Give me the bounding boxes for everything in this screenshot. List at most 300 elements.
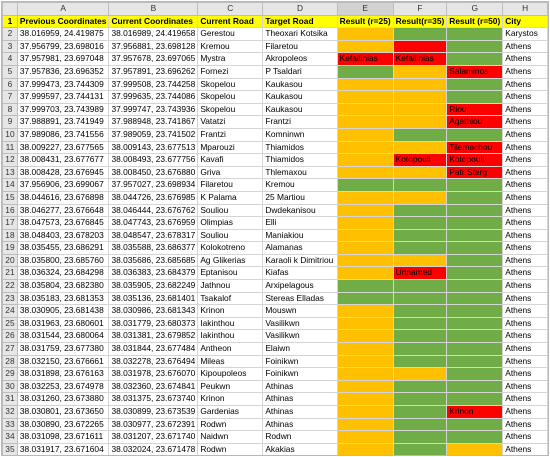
cell-current-coordinates[interactable]: 38.035905, 23.682249 bbox=[109, 280, 198, 293]
row-number[interactable]: 9 bbox=[3, 116, 18, 129]
cell-previous-coordinates[interactable]: 38.032150, 23.676661 bbox=[17, 355, 109, 368]
cell-previous-coordinates[interactable]: 38.035804, 23.682380 bbox=[17, 280, 109, 293]
cell-result-r25[interactable] bbox=[337, 330, 393, 343]
cell-previous-coordinates[interactable]: 37.956799, 23.698016 bbox=[17, 40, 109, 53]
cell-previous-coordinates[interactable]: 38.046277, 23.676648 bbox=[17, 204, 109, 217]
cell-previous-coordinates[interactable]: 38.032253, 23.674978 bbox=[17, 380, 109, 393]
cell-previous-coordinates[interactable]: 38.036324, 23.684298 bbox=[17, 267, 109, 280]
cell-city[interactable]: Athens bbox=[503, 179, 548, 192]
cell-result-r35[interactable] bbox=[393, 116, 447, 129]
row-number[interactable]: 2 bbox=[3, 28, 18, 41]
row-number[interactable]: 11 bbox=[3, 141, 18, 154]
cell-current-coordinates[interactable]: 38.032278, 23.676494 bbox=[109, 355, 198, 368]
cell-current-coordinates[interactable]: 38.009143, 23.677513 bbox=[109, 141, 198, 154]
row-number[interactable]: 25 bbox=[3, 317, 18, 330]
cell-target-road[interactable]: Alamanas bbox=[263, 242, 337, 255]
cell-city[interactable]: Athens bbox=[503, 280, 548, 293]
cell-city[interactable]: Athens bbox=[503, 229, 548, 242]
cell-result-r25[interactable] bbox=[337, 393, 393, 406]
cell-result-r35[interactable]: Kotopouli bbox=[393, 154, 447, 167]
cell-previous-coordinates[interactable]: 38.035455, 23.686291 bbox=[17, 242, 109, 255]
cell-result-r35[interactable] bbox=[393, 65, 447, 78]
cell-current-coordinates[interactable]: 38.044726, 23.676985 bbox=[109, 191, 198, 204]
cell-result-r50[interactable] bbox=[447, 355, 503, 368]
cell-previous-coordinates[interactable]: 38.031260, 23.673880 bbox=[17, 393, 109, 406]
row-number[interactable]: 23 bbox=[3, 292, 18, 305]
header-cell[interactable]: Previous Coordinates bbox=[17, 15, 109, 28]
row-number[interactable]: 32 bbox=[3, 406, 18, 419]
cell-result-r35[interactable] bbox=[393, 91, 447, 104]
cell-target-road[interactable]: Kaukasou bbox=[263, 103, 337, 116]
cell-result-r35[interactable] bbox=[393, 191, 447, 204]
row-number[interactable]: 30 bbox=[3, 380, 18, 393]
cell-result-r50[interactable] bbox=[447, 443, 503, 456]
row-number[interactable]: 5 bbox=[3, 65, 18, 78]
cell-city[interactable]: Athens bbox=[503, 393, 548, 406]
cell-current-coordinates[interactable]: 38.008493, 23.677756 bbox=[109, 154, 198, 167]
cell-city[interactable]: Athens bbox=[503, 305, 548, 318]
cell-city[interactable]: Athens bbox=[503, 317, 548, 330]
cell-previous-coordinates[interactable]: 38.008428, 23.676945 bbox=[17, 166, 109, 179]
cell-current-road[interactable]: Gardenias bbox=[198, 406, 263, 419]
cell-previous-coordinates[interactable]: 37.989086, 23.741556 bbox=[17, 128, 109, 141]
cell-current-road[interactable]: Skopelou bbox=[198, 103, 263, 116]
cell-current-road[interactable]: Mystra bbox=[198, 53, 263, 66]
row-number[interactable]: 6 bbox=[3, 78, 18, 91]
cell-result-r25[interactable] bbox=[337, 292, 393, 305]
cell-result-r50[interactable] bbox=[447, 368, 503, 381]
cell-result-r35[interactable]: Kefallinias bbox=[393, 53, 447, 66]
cell-current-coordinates[interactable]: 37.999747, 23.743936 bbox=[109, 103, 198, 116]
cell-result-r50[interactable] bbox=[447, 330, 503, 343]
cell-current-road[interactable]: Naidwn bbox=[198, 431, 263, 444]
cell-target-road[interactable]: Karaoli k Dimitriou bbox=[263, 254, 337, 267]
cell-result-r50[interactable] bbox=[447, 343, 503, 356]
cell-result-r25[interactable] bbox=[337, 418, 393, 431]
cell-result-r35[interactable] bbox=[393, 317, 447, 330]
cell-current-road[interactable]: Jathnou bbox=[198, 280, 263, 293]
row-number[interactable]: 29 bbox=[3, 368, 18, 381]
cell-current-road[interactable]: Vatatzi bbox=[198, 116, 263, 129]
cell-current-coordinates[interactable]: 38.032024, 23.671478 bbox=[109, 443, 198, 456]
cell-result-r25[interactable] bbox=[337, 217, 393, 230]
cell-previous-coordinates[interactable]: 38.035800, 23.685760 bbox=[17, 254, 109, 267]
cell-result-r50[interactable] bbox=[447, 317, 503, 330]
cell-result-r50[interactable] bbox=[447, 418, 503, 431]
cell-target-road[interactable]: Kiafas bbox=[263, 267, 337, 280]
cell-city[interactable]: Athens bbox=[503, 242, 548, 255]
cell-result-r35[interactable] bbox=[393, 166, 447, 179]
cell-result-r35[interactable] bbox=[393, 355, 447, 368]
cell-current-coordinates[interactable]: 38.031779, 23.680373 bbox=[109, 317, 198, 330]
cell-current-coordinates[interactable]: 37.957678, 23.697065 bbox=[109, 53, 198, 66]
cell-result-r50[interactable] bbox=[447, 280, 503, 293]
column-header-a[interactable]: A bbox=[17, 3, 109, 16]
cell-result-r35[interactable] bbox=[393, 431, 447, 444]
row-number[interactable]: 7 bbox=[3, 91, 18, 104]
cell-current-coordinates[interactable]: 38.032360, 23.674841 bbox=[109, 380, 198, 393]
cell-current-coordinates[interactable]: 37.999508, 23.744258 bbox=[109, 78, 198, 91]
cell-target-road[interactable]: Filaretou bbox=[263, 40, 337, 53]
cell-city[interactable]: Athens bbox=[503, 204, 548, 217]
cell-target-road[interactable]: Kaukasou bbox=[263, 78, 337, 91]
row-number[interactable]: 19 bbox=[3, 242, 18, 255]
cell-previous-coordinates[interactable]: 38.030905, 23.681438 bbox=[17, 305, 109, 318]
cell-result-r25[interactable] bbox=[337, 305, 393, 318]
cell-current-road[interactable]: Rodwn bbox=[198, 443, 263, 456]
cell-result-r35[interactable] bbox=[393, 380, 447, 393]
cell-previous-coordinates[interactable]: 37.999703, 23.743989 bbox=[17, 103, 109, 116]
cell-city[interactable]: Athens bbox=[503, 103, 548, 116]
column-header-d[interactable]: D bbox=[263, 3, 337, 16]
cell-current-road[interactable]: Krinon bbox=[198, 305, 263, 318]
cell-previous-coordinates[interactable]: 38.048403, 23.678203 bbox=[17, 229, 109, 242]
cell-target-road[interactable]: Thlemaxou bbox=[263, 166, 337, 179]
row-number[interactable]: 27 bbox=[3, 343, 18, 356]
cell-result-r50[interactable] bbox=[447, 91, 503, 104]
cell-result-r25[interactable] bbox=[337, 141, 393, 154]
cell-current-road[interactable]: Griva bbox=[198, 166, 263, 179]
cell-city[interactable]: Athens bbox=[503, 267, 548, 280]
cell-result-r50[interactable] bbox=[447, 179, 503, 192]
cell-result-r25[interactable] bbox=[337, 191, 393, 204]
cell-result-r35[interactable] bbox=[393, 280, 447, 293]
cell-result-r50[interactable] bbox=[447, 128, 503, 141]
cell-result-r25[interactable] bbox=[337, 229, 393, 242]
row-number[interactable]: 17 bbox=[3, 217, 18, 230]
cell-target-road[interactable]: Kaukasou bbox=[263, 91, 337, 104]
row-number[interactable]: 1 bbox=[3, 15, 18, 28]
cell-result-r50[interactable] bbox=[447, 28, 503, 41]
row-number[interactable]: 4 bbox=[3, 53, 18, 66]
cell-current-road[interactable]: Frantzi bbox=[198, 128, 263, 141]
cell-city[interactable]: Athens bbox=[503, 154, 548, 167]
cell-target-road[interactable]: Dwdekanisou bbox=[263, 204, 337, 217]
row-number[interactable]: 35 bbox=[3, 443, 18, 456]
cell-target-road[interactable]: Arxipelagous bbox=[263, 280, 337, 293]
cell-result-r50[interactable]: Agathiou bbox=[447, 116, 503, 129]
cell-current-coordinates[interactable]: 38.047743, 23.676959 bbox=[109, 217, 198, 230]
cell-city[interactable]: Athens bbox=[503, 91, 548, 104]
cell-previous-coordinates[interactable]: 38.030801, 23.673650 bbox=[17, 406, 109, 419]
cell-result-r35[interactable] bbox=[393, 418, 447, 431]
header-cell[interactable]: Target Road bbox=[263, 15, 337, 28]
row-number[interactable]: 3 bbox=[3, 40, 18, 53]
row-number[interactable]: 22 bbox=[3, 280, 18, 293]
cell-result-r35[interactable] bbox=[393, 406, 447, 419]
cell-result-r35[interactable] bbox=[393, 242, 447, 255]
cell-current-coordinates[interactable]: 38.035136, 23.681401 bbox=[109, 292, 198, 305]
cell-current-road[interactable]: Mileas bbox=[198, 355, 263, 368]
cell-result-r35[interactable] bbox=[393, 217, 447, 230]
cell-target-road[interactable]: 25 Martiou bbox=[263, 191, 337, 204]
cell-previous-coordinates[interactable]: 38.031898, 23.676163 bbox=[17, 368, 109, 381]
column-header-f[interactable]: F bbox=[393, 3, 447, 16]
cell-result-r25[interactable] bbox=[337, 242, 393, 255]
cell-result-r50[interactable]: Kotopouli bbox=[447, 154, 503, 167]
cell-result-r25[interactable] bbox=[337, 166, 393, 179]
cell-result-r35[interactable] bbox=[393, 254, 447, 267]
cell-result-r35[interactable] bbox=[393, 330, 447, 343]
cell-current-road[interactable]: Souliou bbox=[198, 229, 263, 242]
cell-result-r25[interactable]: Kefallinias bbox=[337, 53, 393, 66]
cell-result-r25[interactable] bbox=[337, 40, 393, 53]
cell-previous-coordinates[interactable]: 38.031759, 23.677380 bbox=[17, 343, 109, 356]
column-header-h[interactable]: H bbox=[503, 3, 548, 16]
cell-result-r50[interactable]: Patr Sterg bbox=[447, 166, 503, 179]
cell-result-r50[interactable] bbox=[447, 53, 503, 66]
cell-result-r50[interactable] bbox=[447, 191, 503, 204]
cell-result-r25[interactable] bbox=[337, 154, 393, 167]
cell-previous-coordinates[interactable]: 37.957836, 23.696352 bbox=[17, 65, 109, 78]
cell-result-r25[interactable] bbox=[337, 267, 393, 280]
header-cell[interactable]: Result(r=35) bbox=[393, 15, 447, 28]
cell-target-road[interactable]: Elli bbox=[263, 217, 337, 230]
cell-result-r25[interactable] bbox=[337, 254, 393, 267]
cell-result-r35[interactable] bbox=[393, 305, 447, 318]
cell-target-road[interactable]: Athinas bbox=[263, 393, 337, 406]
cell-result-r50[interactable] bbox=[447, 217, 503, 230]
row-number[interactable]: 24 bbox=[3, 305, 18, 318]
cell-city[interactable]: Athens bbox=[503, 380, 548, 393]
cell-result-r25[interactable] bbox=[337, 343, 393, 356]
row-number[interactable]: 16 bbox=[3, 204, 18, 217]
cell-result-r25[interactable] bbox=[337, 65, 393, 78]
header-cell[interactable]: Current Coordinates bbox=[109, 15, 198, 28]
row-number[interactable]: 15 bbox=[3, 191, 18, 204]
cell-result-r50[interactable]: Tilemachou bbox=[447, 141, 503, 154]
cell-current-coordinates[interactable]: 38.046444, 23.676762 bbox=[109, 204, 198, 217]
column-header-c[interactable]: C bbox=[198, 3, 263, 16]
cell-current-coordinates[interactable]: 38.031375, 23.673740 bbox=[109, 393, 198, 406]
row-number[interactable]: 34 bbox=[3, 431, 18, 444]
cell-city[interactable]: Athens bbox=[503, 53, 548, 66]
cell-city[interactable]: Athens bbox=[503, 78, 548, 91]
cell-result-r35[interactable] bbox=[393, 78, 447, 91]
cell-current-road[interactable]: Tsakalof bbox=[198, 292, 263, 305]
cell-previous-coordinates[interactable]: 38.008431, 23.677677 bbox=[17, 154, 109, 167]
row-number[interactable]: 33 bbox=[3, 418, 18, 431]
cell-target-road[interactable]: Mouswn bbox=[263, 305, 337, 318]
cell-result-r35[interactable]: Unnamed bbox=[393, 267, 447, 280]
select-all-corner[interactable] bbox=[3, 3, 18, 16]
cell-result-r50[interactable]: Riou bbox=[447, 103, 503, 116]
cell-result-r25[interactable] bbox=[337, 78, 393, 91]
cell-result-r25[interactable] bbox=[337, 380, 393, 393]
cell-previous-coordinates[interactable]: 37.988891, 23.741949 bbox=[17, 116, 109, 129]
cell-result-r50[interactable]: Krinon bbox=[447, 406, 503, 419]
row-number[interactable]: 31 bbox=[3, 393, 18, 406]
cell-result-r25[interactable] bbox=[337, 28, 393, 41]
cell-result-r35[interactable] bbox=[393, 128, 447, 141]
cell-result-r25[interactable] bbox=[337, 128, 393, 141]
cell-result-r25[interactable] bbox=[337, 368, 393, 381]
cell-result-r50[interactable]: Salaminos bbox=[447, 65, 503, 78]
cell-previous-coordinates[interactable]: 38.030890, 23.672265 bbox=[17, 418, 109, 431]
row-number[interactable]: 13 bbox=[3, 166, 18, 179]
cell-result-r35[interactable] bbox=[393, 40, 447, 53]
cell-current-road[interactable]: Kremou bbox=[198, 40, 263, 53]
header-cell[interactable]: Result (r=25) bbox=[337, 15, 393, 28]
row-number[interactable]: 21 bbox=[3, 267, 18, 280]
cell-current-road[interactable]: Olimpias bbox=[198, 217, 263, 230]
cell-result-r50[interactable] bbox=[447, 78, 503, 91]
cell-result-r50[interactable] bbox=[447, 393, 503, 406]
cell-previous-coordinates[interactable]: 38.035183, 23.681353 bbox=[17, 292, 109, 305]
cell-result-r50[interactable] bbox=[447, 40, 503, 53]
header-cell[interactable]: City bbox=[503, 15, 548, 28]
cell-city[interactable]: Athens bbox=[503, 217, 548, 230]
cell-target-road[interactable]: Akakias bbox=[263, 443, 337, 456]
cell-city[interactable]: Athens bbox=[503, 65, 548, 78]
cell-previous-coordinates[interactable]: 38.031098, 23.671611 bbox=[17, 431, 109, 444]
cell-target-road[interactable]: Kremou bbox=[263, 179, 337, 192]
cell-current-coordinates[interactable]: 38.035588, 23.686377 bbox=[109, 242, 198, 255]
cell-target-road[interactable]: Akropoleos bbox=[263, 53, 337, 66]
row-number[interactable]: 18 bbox=[3, 229, 18, 242]
cell-target-road[interactable]: Thiamidos bbox=[263, 141, 337, 154]
cell-current-coordinates[interactable]: 38.030899, 23.673539 bbox=[109, 406, 198, 419]
cell-result-r50[interactable] bbox=[447, 204, 503, 217]
cell-result-r35[interactable] bbox=[393, 229, 447, 242]
cell-result-r50[interactable] bbox=[447, 380, 503, 393]
cell-current-coordinates[interactable]: 38.030986, 23.681343 bbox=[109, 305, 198, 318]
cell-previous-coordinates[interactable]: 38.031544, 23.680064 bbox=[17, 330, 109, 343]
cell-previous-coordinates[interactable]: 38.016959, 24.419875 bbox=[17, 28, 109, 41]
cell-result-r35[interactable] bbox=[393, 443, 447, 456]
cell-current-coordinates[interactable]: 38.031381, 23.679852 bbox=[109, 330, 198, 343]
cell-previous-coordinates[interactable]: 37.957981, 23.697048 bbox=[17, 53, 109, 66]
column-header-e[interactable]: E bbox=[337, 3, 393, 16]
cell-current-coordinates[interactable]: 38.016989, 24.419658 bbox=[109, 28, 198, 41]
cell-result-r35[interactable] bbox=[393, 204, 447, 217]
cell-current-coordinates[interactable]: 38.031207, 23.671740 bbox=[109, 431, 198, 444]
cell-result-r35[interactable] bbox=[393, 393, 447, 406]
cell-current-coordinates[interactable]: 38.031978, 23.676070 bbox=[109, 368, 198, 381]
cell-city[interactable]: Athens bbox=[503, 431, 548, 444]
cell-current-road[interactable]: Iakinthou bbox=[198, 330, 263, 343]
cell-current-coordinates[interactable]: 37.957891, 23.696262 bbox=[109, 65, 198, 78]
cell-city[interactable]: Athens bbox=[503, 141, 548, 154]
cell-city[interactable]: Athens bbox=[503, 418, 548, 431]
cell-current-road[interactable]: K Palama bbox=[198, 191, 263, 204]
cell-previous-coordinates[interactable]: 38.009227, 23.677565 bbox=[17, 141, 109, 154]
cell-result-r50[interactable] bbox=[447, 305, 503, 318]
cell-previous-coordinates[interactable]: 37.956906, 23.699067 bbox=[17, 179, 109, 192]
cell-target-road[interactable]: Elaiwn bbox=[263, 343, 337, 356]
cell-city[interactable]: Athens bbox=[503, 406, 548, 419]
cell-result-r50[interactable] bbox=[447, 229, 503, 242]
cell-result-r25[interactable] bbox=[337, 431, 393, 444]
cell-target-road[interactable]: Vasilikwn bbox=[263, 330, 337, 343]
cell-target-road[interactable]: Theoxari Kotsika bbox=[263, 28, 337, 41]
cell-result-r50[interactable] bbox=[447, 254, 503, 267]
cell-city[interactable]: Athens bbox=[503, 166, 548, 179]
cell-previous-coordinates[interactable]: 38.031917, 23.671604 bbox=[17, 443, 109, 456]
cell-current-road[interactable]: Eptanisou bbox=[198, 267, 263, 280]
cell-previous-coordinates[interactable]: 38.047573, 23.676845 bbox=[17, 217, 109, 230]
cell-target-road[interactable]: Athinas bbox=[263, 380, 337, 393]
cell-current-road[interactable]: Fornezi bbox=[198, 65, 263, 78]
cell-current-road[interactable]: Souliou bbox=[198, 204, 263, 217]
cell-target-road[interactable]: Thiamidos bbox=[263, 154, 337, 167]
cell-target-road[interactable]: Stereas Elladas bbox=[263, 292, 337, 305]
row-number[interactable]: 26 bbox=[3, 330, 18, 343]
cell-result-r35[interactable] bbox=[393, 179, 447, 192]
cell-city[interactable]: Athens bbox=[503, 368, 548, 381]
cell-target-road[interactable]: Komninwn bbox=[263, 128, 337, 141]
cell-previous-coordinates[interactable]: 37.999473, 23.744309 bbox=[17, 78, 109, 91]
cell-result-r25[interactable] bbox=[337, 355, 393, 368]
header-cell[interactable]: Current Road bbox=[198, 15, 263, 28]
cell-result-r25[interactable] bbox=[337, 204, 393, 217]
cell-target-road[interactable]: Maniakiou bbox=[263, 229, 337, 242]
cell-current-road[interactable]: Gerestou bbox=[198, 28, 263, 41]
cell-current-road[interactable]: Krinon bbox=[198, 393, 263, 406]
cell-target-road[interactable]: Vasilikwn bbox=[263, 317, 337, 330]
cell-current-coordinates[interactable]: 37.989059, 23.741502 bbox=[109, 128, 198, 141]
cell-current-coordinates[interactable]: 37.999635, 23.744086 bbox=[109, 91, 198, 104]
cell-result-r25[interactable] bbox=[337, 317, 393, 330]
cell-current-coordinates[interactable]: 38.030977, 23.672391 bbox=[109, 418, 198, 431]
cell-target-road[interactable]: P Tsaldari bbox=[263, 65, 337, 78]
cell-current-road[interactable]: Skopelou bbox=[198, 91, 263, 104]
cell-city[interactable]: Athens bbox=[503, 292, 548, 305]
cell-current-road[interactable]: Iakinthou bbox=[198, 317, 263, 330]
cell-current-coordinates[interactable]: 37.956881, 23.698128 bbox=[109, 40, 198, 53]
cell-city[interactable]: Athens bbox=[503, 116, 548, 129]
column-header-b[interactable]: B bbox=[109, 3, 198, 16]
cell-target-road[interactable]: Frantzi bbox=[263, 116, 337, 129]
cell-result-r35[interactable] bbox=[393, 103, 447, 116]
cell-city[interactable]: Athens bbox=[503, 330, 548, 343]
cell-city[interactable]: Karystos bbox=[503, 28, 548, 41]
cell-result-r35[interactable] bbox=[393, 368, 447, 381]
cell-target-road[interactable]: Athinas bbox=[263, 418, 337, 431]
cell-result-r50[interactable] bbox=[447, 242, 503, 255]
cell-result-r50[interactable] bbox=[447, 431, 503, 444]
cell-current-coordinates[interactable]: 37.988948, 23.741867 bbox=[109, 116, 198, 129]
cell-city[interactable]: Athens bbox=[503, 254, 548, 267]
row-number[interactable]: 20 bbox=[3, 254, 18, 267]
cell-current-coordinates[interactable]: 38.035686, 23.685685 bbox=[109, 254, 198, 267]
row-number[interactable]: 12 bbox=[3, 154, 18, 167]
cell-target-road[interactable]: Athinas bbox=[263, 406, 337, 419]
row-number[interactable]: 8 bbox=[3, 103, 18, 116]
cell-current-road[interactable]: Rodwn bbox=[198, 418, 263, 431]
cell-result-r25[interactable] bbox=[337, 103, 393, 116]
cell-result-r25[interactable] bbox=[337, 406, 393, 419]
cell-current-road[interactable]: Kolokotreno bbox=[198, 242, 263, 255]
cell-result-r35[interactable] bbox=[393, 28, 447, 41]
cell-previous-coordinates[interactable]: 38.044616, 23.676898 bbox=[17, 191, 109, 204]
cell-current-coordinates[interactable]: 38.036383, 23.684379 bbox=[109, 267, 198, 280]
cell-current-coordinates[interactable]: 38.031844, 23.677484 bbox=[109, 343, 198, 356]
cell-result-r35[interactable] bbox=[393, 292, 447, 305]
cell-city[interactable]: Athens bbox=[503, 343, 548, 356]
cell-previous-coordinates[interactable]: 38.031963, 23.680601 bbox=[17, 317, 109, 330]
cell-result-r35[interactable] bbox=[393, 343, 447, 356]
cell-current-coordinates[interactable]: 37.957027, 23.698934 bbox=[109, 179, 198, 192]
cell-result-r35[interactable] bbox=[393, 141, 447, 154]
row-number[interactable]: 14 bbox=[3, 179, 18, 192]
cell-target-road[interactable]: Foinikwn bbox=[263, 355, 337, 368]
cell-current-road[interactable]: Mparouzi bbox=[198, 141, 263, 154]
cell-city[interactable]: Athens bbox=[503, 191, 548, 204]
cell-city[interactable]: Athens bbox=[503, 443, 548, 456]
cell-result-r25[interactable] bbox=[337, 280, 393, 293]
cell-current-road[interactable]: Kavafi bbox=[198, 154, 263, 167]
